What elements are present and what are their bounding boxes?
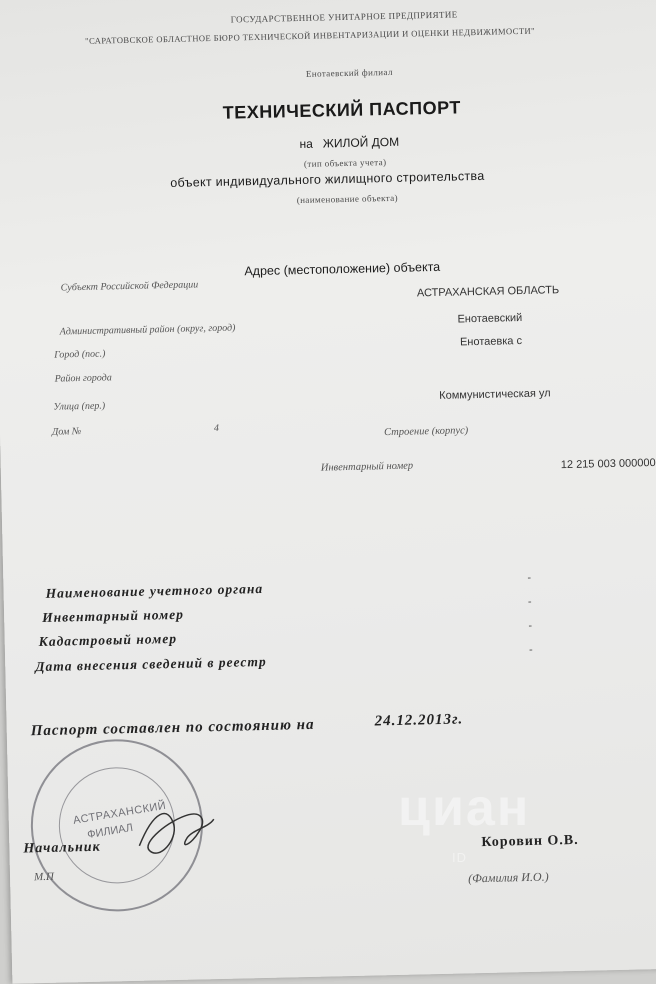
seal-text: АСТРАХАНСКИЙ bbox=[72, 799, 168, 827]
stamp-mark: М.П bbox=[33, 870, 55, 884]
street-label: Улица (пер.) bbox=[53, 400, 106, 413]
registry-row-label: Наименование учетного органа bbox=[45, 580, 264, 601]
district-label: Административный район (округ, город) bbox=[59, 322, 236, 338]
building-label: Строение (корпус) bbox=[383, 425, 469, 439]
chief-name: Коровин О.В. bbox=[481, 832, 579, 851]
address-heading: Адрес (местоположение) объекта bbox=[244, 259, 441, 279]
registry-row-value: - bbox=[527, 571, 532, 584]
registry-row-label: Дата внесения сведений в реестр bbox=[35, 653, 267, 675]
subject-label: Субъект Российской Федерации bbox=[60, 279, 199, 294]
city-district-label: Район города bbox=[54, 372, 112, 385]
object-type-line bbox=[299, 135, 399, 151]
subject-value: АСТРАХАНСКАЯ ОБЛАСТЬ bbox=[416, 284, 560, 300]
object-name: объект индивидуального жилищного строительства bbox=[170, 168, 485, 190]
compiled-label: Паспорт составлен по состоянию на bbox=[30, 716, 315, 740]
city-value: Енотаевка с bbox=[459, 335, 523, 349]
city-label: Город (пос.) bbox=[54, 348, 106, 361]
object-name-caption: (наименование объекта) bbox=[296, 192, 399, 206]
watermark-logo: циан bbox=[398, 779, 531, 837]
object-type: ЖИЛОЙ ДОМ bbox=[322, 134, 400, 151]
district-value: Енотаевский bbox=[457, 312, 523, 326]
street-value: Коммунистическая ул bbox=[439, 387, 551, 402]
house-value: 4 bbox=[213, 422, 220, 435]
org-line-2: "САРАТОВСКОЕ ОБЛАСТНОЕ БЮРО ТЕХНИЧЕСКОЙ ИНВЕНТАРИЗАЦИИ И ОЦЕНКИ НЕДВИЖИМОСТИ" bbox=[84, 25, 536, 46]
branch-name: Енотаевский филиал bbox=[305, 66, 393, 79]
seal-text-2: ФИЛИАЛ bbox=[86, 821, 134, 842]
inventory-value: 12 215 003 000000 bbox=[560, 457, 656, 472]
signature-mark bbox=[128, 789, 220, 871]
registry-row-label: Инвентарный номер bbox=[41, 606, 185, 625]
org-line-1: ГОСУДАРСТВЕННОЕ УНИТАРНОЕ ПРЕДПРИЯТИЕ bbox=[230, 9, 458, 25]
document-title: ТЕХНИЧЕСКИЙ ПАСПОРТ bbox=[222, 97, 462, 123]
object-type-caption: (тип объекта учета) bbox=[303, 157, 387, 169]
registry-row-value: - bbox=[528, 643, 533, 656]
house-label: Дом № bbox=[51, 426, 82, 438]
inventory-label: Инвентарный номер bbox=[320, 460, 414, 474]
on-prefix: на bbox=[299, 136, 313, 152]
chief-label: Начальник bbox=[23, 839, 101, 857]
registry-row-value: - bbox=[528, 619, 533, 632]
watermark-id: ID bbox=[452, 850, 467, 865]
compiled-date: 24.12.2013г. bbox=[374, 711, 464, 730]
registry-row-value: - bbox=[527, 595, 532, 608]
name-caption: (Фамилия И.О.) bbox=[468, 869, 549, 886]
registry-row-label: Кадастровый номер bbox=[38, 630, 178, 650]
